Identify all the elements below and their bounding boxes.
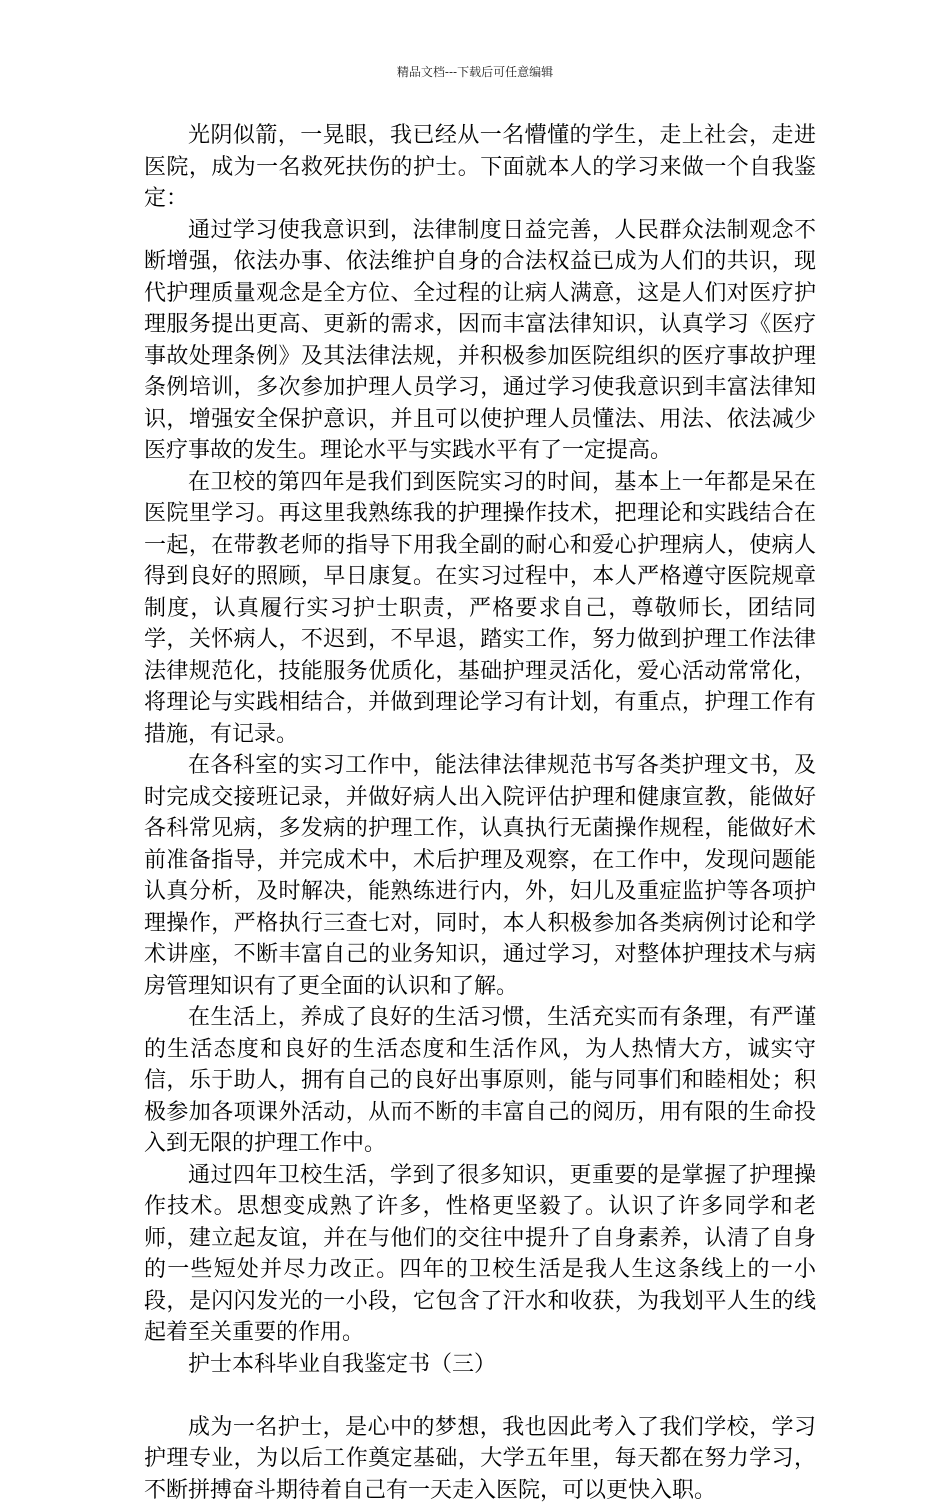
paragraph-intro: 光阴似箭，一晃眼，我已经从一名懵懂的学生，走上社会，走进医院，成为一名救死扶伤的护士。下面就本人的学习来做一个自我鉴定： [144, 120, 816, 215]
paragraph-legal-study: 通过学习使我意识到，法律制度日益完善，人民群众法制观念不断增强，依法办事、依法维护自身的合法权益已成为人们的共识，现代护理质量观念是全方位、全过程的让病人满意，这是人们对医疗护理服务提出更高、更新的需求，因而丰富法律知识，认真学习《医疗事故处理条例》及其法律法规，并积极参加医院组织的医疗事故护理条例培训，多次参加护理人员学习，通过学习使我意识到丰富法律知识，增强安全保护意识，并且可以使护理人员懂法、用法、依法减少医疗事故的发生。理论水平与实践水平有了一定提高。 [144, 215, 816, 467]
page-header: 精品文档---下载后可任意编辑 [0, 64, 950, 80]
paragraph-life: 在生活上，养成了良好的生活习惯，生活充实而有条理，有严谨的生活态度和良好的生活态度和生活作风，为人热情大方，诚实守信，乐于助人，拥有自己的良好出事原则，能与同事们和睦相处；积极参加各项课外活动，从而不断的丰富自己的阅历，用有限的生命投入到无限的护理工作中。 [144, 1002, 816, 1160]
paragraph-closing: 成为一名护士，是心中的梦想，我也因此考入了我们学校，学习护理专业，为以后工作奠定基础，大学五年里，每天都在努力学习，不断拼搏奋斗期待着自己有一天走入医院，可以更快入职。 [144, 1412, 816, 1506]
paragraph-department-work: 在各科室的实习工作中，能法律法律规范书写各类护理文书，及时完成交接班记录，并做好病人出入院评估护理和健康宣教，能做好各科常见病，多发病的护理工作，认真执行无菌操作规程，能做好术前准备指导，并完成术中，术后护理及观察，在工作中，发现问题能认真分析，及时解决，能熟练进行内，外，妇儿及重症监护等各项护理操作，严格执行三查七对，同时，本人积极参加各类病例讨论和学术讲座，不断丰富自己的业务知识，通过学习，对整体护理技术与病房管理知识有了更全面的认识和了解。 [144, 750, 816, 1002]
blank-line [144, 1380, 816, 1412]
document-body [144, 120, 816, 1506]
paragraph-summary: 通过四年卫校生活，学到了很多知识，更重要的是掌握了护理操作技术。思想变成熟了许多，性格更坚毅了。认识了许多同学和老师，建立起友谊，并在与他们的交往中提升了自身素养，认清了自身的一些短处并尽力改正。四年的卫校生活是我人生这条线上的一小段，是闪闪发光的一小段，它包含了汗水和收获，为我划平人生的线起着至关重要的作用。 [144, 1160, 816, 1349]
paragraph-internship: 在卫校的第四年是我们到医院实习的时间，基本上一年都是呆在医院里学习。再这里我熟练我的护理操作技术，把理论和实践结合在一起，在带教老师的指导下用我全副的耐心和爱心护理病人，使病人得到良好的照顾，早日康复。在实习过程中，本人严格遵守医院规章制度，认真履行实习护士职责，严格要求自己，尊敬师长，团结同学，关怀病人，不迟到，不早退，踏实工作，努力做到护理工作法律法律规范化，技能服务优质化，基础护理灵活化，爱心活动常常化，将理论与实践相结合，并做到理论学习有计划，有重点，护理工作有措施，有记录。 [144, 467, 816, 751]
section-heading: 护士本科毕业自我鉴定书（三） [144, 1349, 816, 1381]
